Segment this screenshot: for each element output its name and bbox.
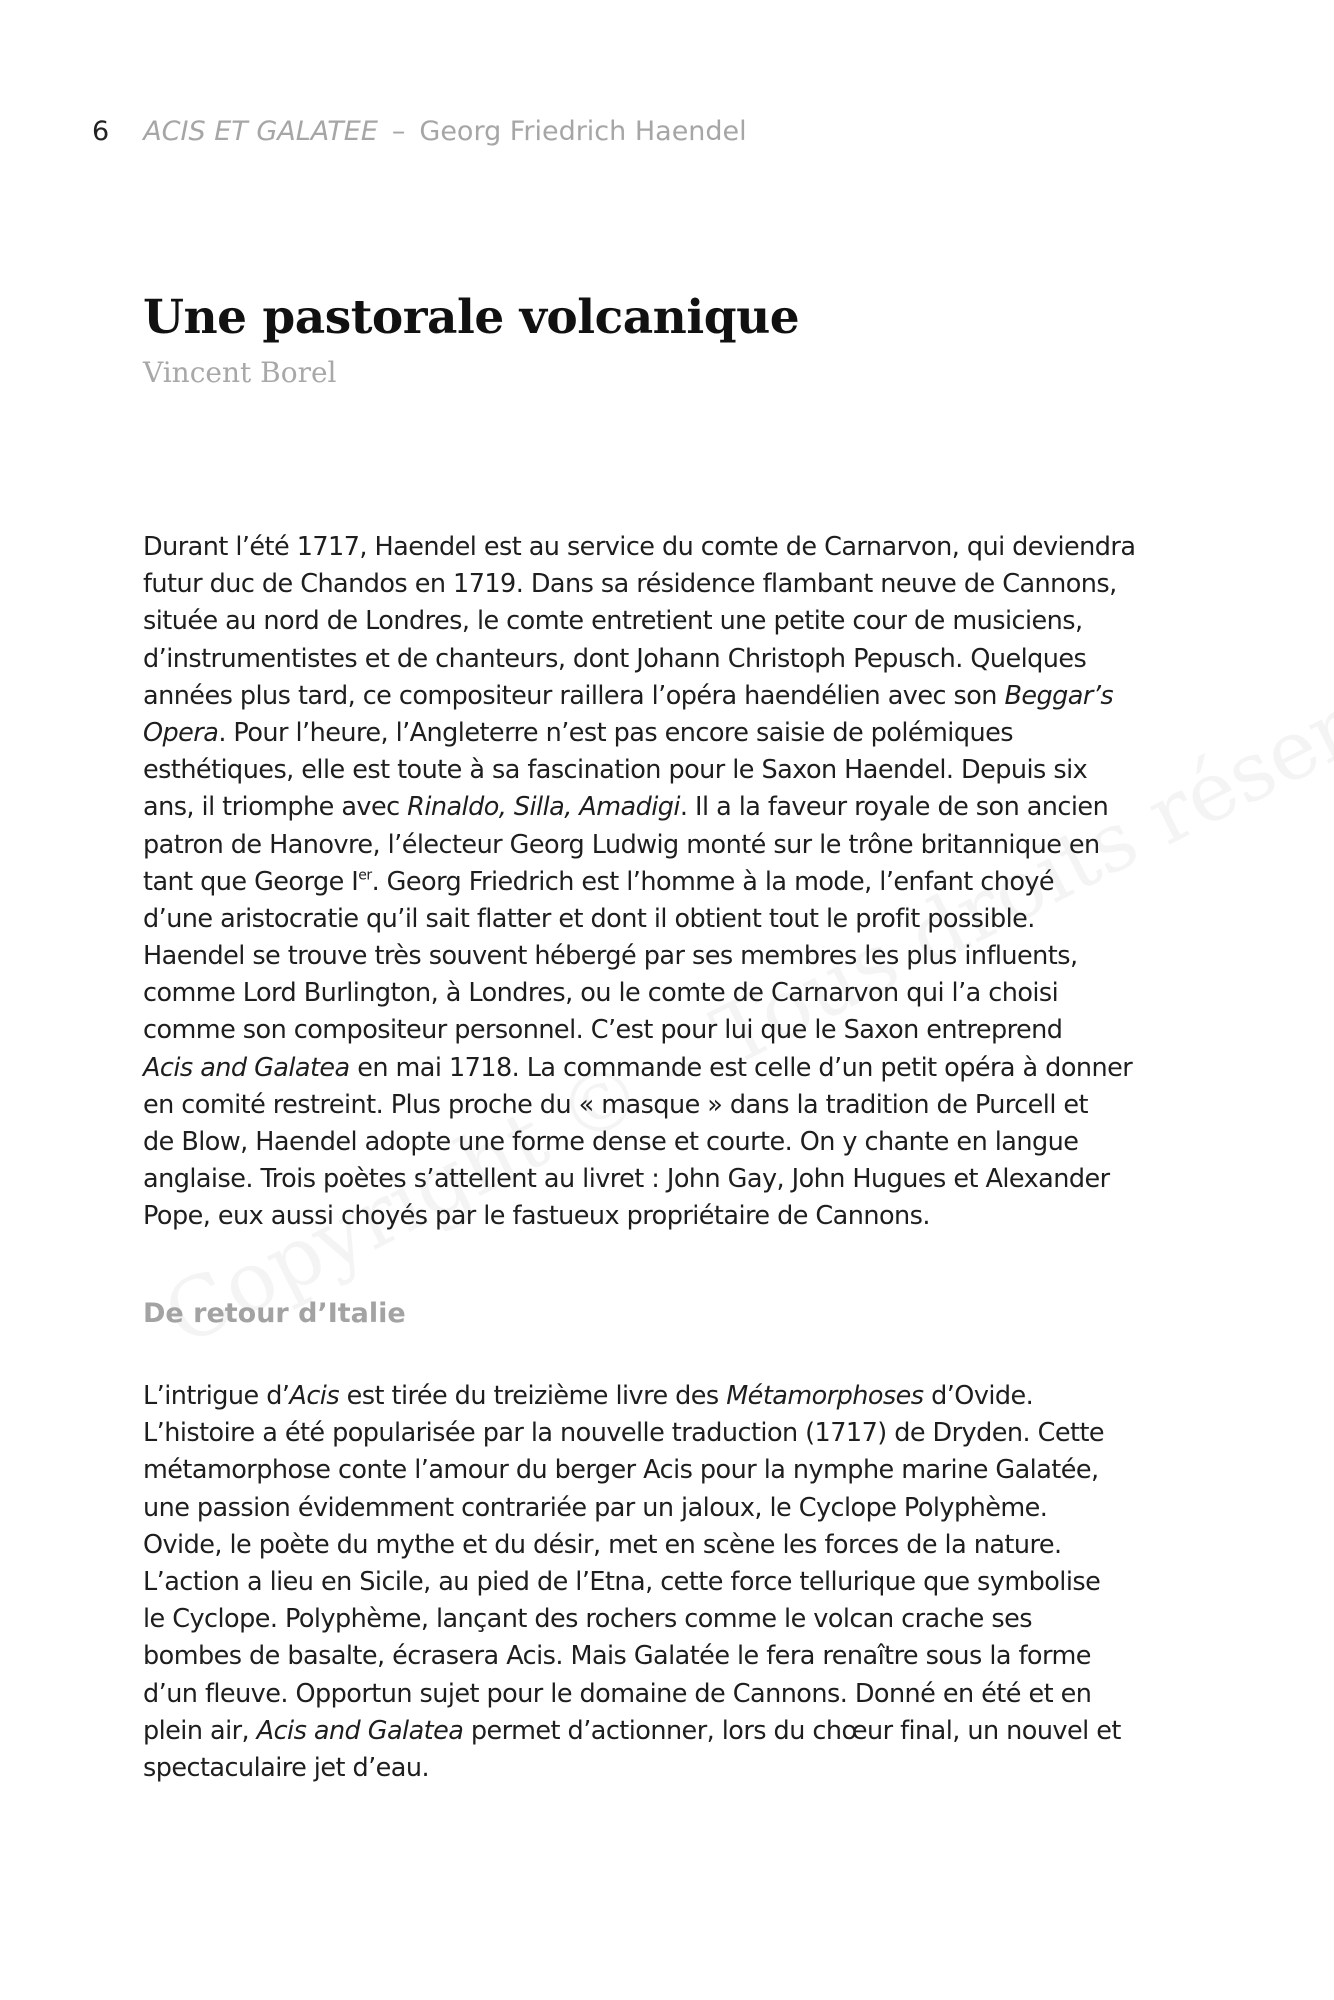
text-run: Haendel se trouve très souvent hébergé par ses membres les plus influents,: [143, 941, 1078, 972]
text-run: d’Ovide.: [923, 1381, 1034, 1411]
text-run: comme son compositeur personnel. C’est pour lui que le Saxon entreprend: [143, 1015, 1063, 1046]
italic-title: Beggar’s: [1004, 680, 1114, 711]
text-line: [143, 1198, 1135, 1235]
text-run: de Blow, Haendel adopte une forme dense et courte. On y chante en langue: [143, 1127, 1079, 1157]
text-run: patron de Hanovre, l’électeur Georg Ludwig monté sur le trône britannique en: [143, 829, 1100, 860]
text-run: permet d’actionner, lors du chœur final, un nouvel et: [463, 1715, 1121, 1746]
text-run: L’intrigue d’: [143, 1381, 290, 1411]
text-line: [143, 1050, 1135, 1087]
text-line: [143, 975, 1135, 1012]
italic-title: Acis and Galatea: [143, 1052, 350, 1083]
text-run: située au nord de Londres, le comte entretient une petite cour de musiciens,: [143, 606, 1083, 637]
text-line: [143, 1527, 1121, 1564]
text-run: en mai 1718. La commande est celle d’un petit opéra à donner: [349, 1052, 1133, 1083]
text-line: [143, 938, 1135, 975]
text-run: bombes de basalte, écrasera Acis. Mais Galatée le fera renaître sous la forme: [143, 1641, 1091, 1672]
text-run: . Pour l’heure, l’Angleterre n’est pas encore saisie de polémiques: [218, 717, 1013, 748]
text-run: Pope, eux aussi choyés par le fastueux propriétaire de Cannons.: [143, 1201, 930, 1232]
text-line: [143, 715, 1135, 752]
text-run: Durant l’été 1717, Haendel est au service du comte de Carnarvon, qui deviendra: [143, 532, 1136, 562]
text-line: [143, 827, 1135, 864]
text-run: années plus tard, ce compositeur raillera l’opéra haendélien avec son: [143, 680, 1005, 711]
text-line: [143, 641, 1135, 678]
text-line: [143, 1490, 1121, 1527]
text-run: tant que George I: [143, 866, 359, 897]
text-run: en comité restreint. Plus proche du « masque » dans la tradition de Purcell et: [143, 1089, 1089, 1120]
text-line: [143, 1452, 1121, 1489]
running-head-composer: Georg Friedrich Haendel: [419, 116, 747, 147]
running-head-work-title: ACIS ET GALATEE: [143, 116, 378, 147]
text-run: une passion évidemment contrariée par un jaloux, le Cyclope Polyphème.: [143, 1492, 1048, 1523]
text-line: [143, 1564, 1121, 1601]
italic-title: Opera: [143, 717, 219, 748]
text-run: d’une aristocratie qu’il sait flatter et dont il obtient tout le profit possible.: [143, 903, 1035, 934]
text-line: [143, 752, 1135, 789]
body-paragraph-2: [143, 1378, 1121, 1787]
text-line: [143, 1638, 1121, 1675]
text-line: [143, 1378, 1121, 1415]
running-head: [92, 116, 747, 147]
text-run: . Il a la faveur royale de son ancien: [679, 792, 1109, 823]
page-number: 6: [92, 116, 110, 147]
text-run: spectaculaire jet d’eau.: [143, 1752, 430, 1783]
text-run: d’un fleuve. Opportun sujet pour le domaine de Cannons. Donné en été et en: [143, 1678, 1092, 1709]
text-line: [143, 678, 1135, 715]
text-run: est tirée du treizième livre des: [339, 1381, 727, 1411]
text-run: anglaise. Trois poètes s’attellent au livret : John Gay, John Hugues et Alexander: [143, 1164, 1110, 1195]
italic-title: Métamorphoses: [726, 1381, 924, 1411]
text-line: [143, 1676, 1121, 1713]
text-line: [143, 603, 1135, 640]
text-line: [143, 1124, 1135, 1161]
text-line: [143, 1750, 1121, 1787]
italic-title: Rinaldo, Silla, Amadigi: [407, 792, 680, 823]
text-run: ans, il triomphe avec: [143, 792, 408, 823]
text-run: futur duc de Chandos en 1719. Dans sa résidence flambant neuve de Cannons,: [143, 569, 1117, 600]
ordinal-superscript: er: [358, 867, 372, 884]
text-line: [143, 901, 1135, 938]
text-run: comme Lord Burlington, à Londres, ou le comte de Carnarvon qui l’a choisi: [143, 978, 1059, 1009]
text-run: . Georg Friedrich est l’homme à la mode, l’enfant choyé: [371, 866, 1055, 897]
text-line: [143, 864, 1135, 901]
italic-title: Acis and Galatea: [256, 1715, 464, 1746]
text-line: [143, 789, 1135, 826]
text-run: esthétiques, elle est toute à sa fascination pour le Saxon Haendel. Depuis six: [143, 755, 1088, 786]
text-line: [143, 1161, 1135, 1198]
text-line: [143, 1012, 1135, 1049]
text-line: [143, 1713, 1121, 1750]
italic-title: Acis: [289, 1381, 340, 1411]
text-line: [143, 529, 1135, 566]
section-heading: De retour d’Italie: [143, 1298, 406, 1329]
text-run: d’instrumentistes et de chanteurs, dont Johann Christoph Pepusch. Quelques: [143, 643, 1087, 674]
text-run: le Cyclope. Polyphème, lançant des rochers comme le volcan crache ses: [143, 1604, 1032, 1635]
text-line: [143, 1601, 1121, 1638]
text-line: [143, 566, 1135, 603]
text-line: [143, 1415, 1121, 1452]
article-author: Vincent Borel: [143, 356, 337, 389]
text-run: Ovide, le poète du mythe et du désir, met en scène les forces de la nature.: [143, 1529, 1062, 1560]
text-line: [143, 1087, 1135, 1124]
article-title: Une pastorale volcanique: [143, 290, 800, 345]
text-run: métamorphose conte l’amour du berger Acis pour la nymphe marine Galatée,: [143, 1455, 1099, 1486]
running-head-separator: –: [391, 116, 406, 147]
text-run: L’action a lieu en Sicile, au pied de l’Etna, cette force tellurique que symbolise: [143, 1566, 1101, 1597]
text-run: plein air,: [143, 1715, 257, 1746]
text-run: L’histoire a été popularisée par la nouvelle traduction (1717) de Dryden. Cette: [143, 1418, 1105, 1449]
body-paragraph-1: [143, 529, 1135, 1236]
